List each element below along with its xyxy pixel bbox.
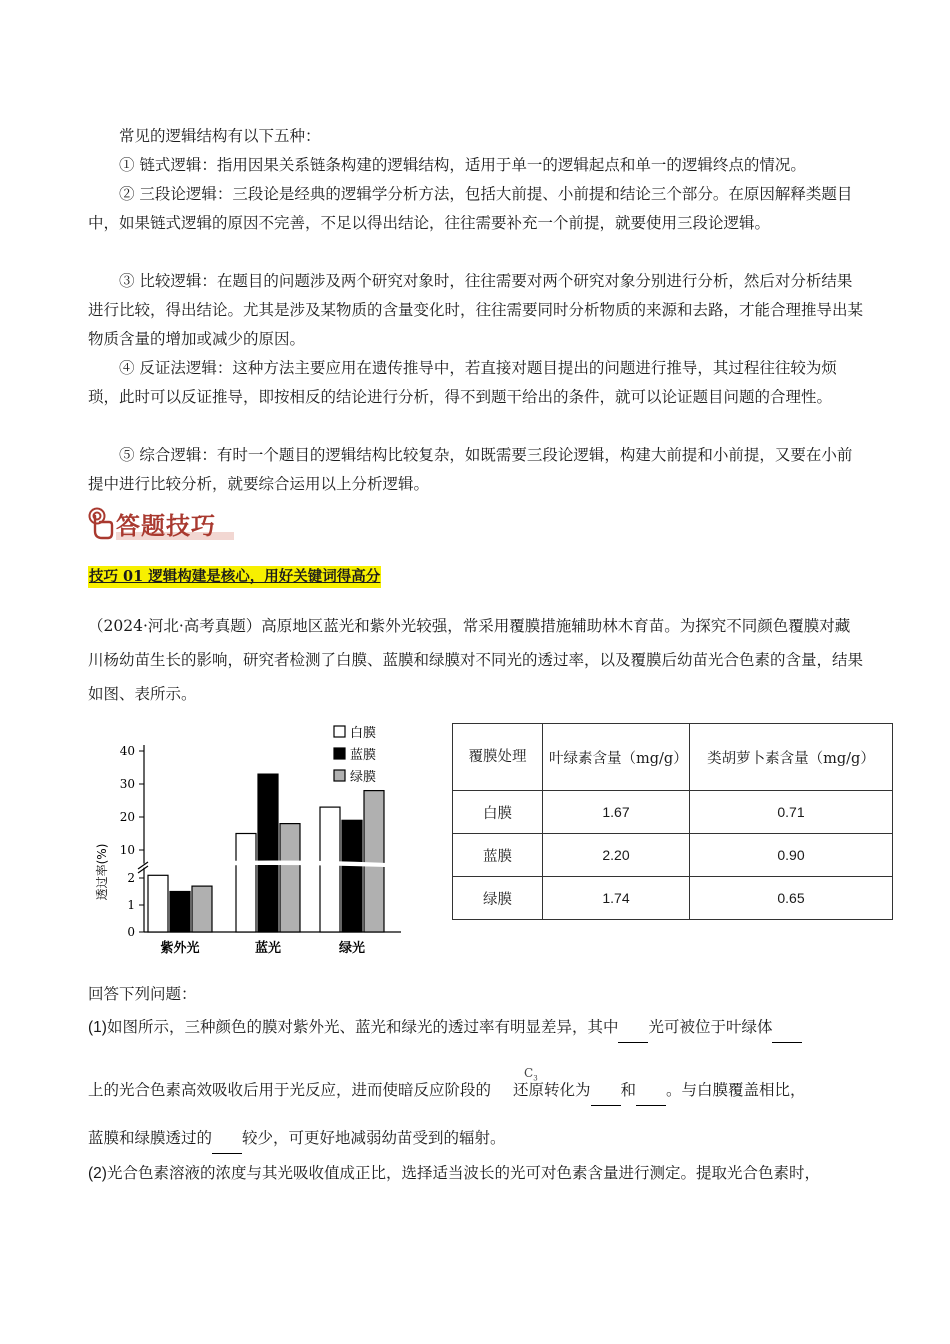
question-2: (2)光合色素溶液的浓度与其光吸收值成正比，选择适当波长的光可对色素含量进行测定。提取光合色素时， — [88, 1165, 820, 1182]
intro-line: 常见的逻辑结构有以下五种： — [119, 127, 321, 145]
bar — [280, 824, 300, 932]
legend-swatch — [334, 748, 345, 759]
table-row — [453, 791, 893, 834]
legend-label: 绿膜 — [350, 770, 377, 785]
table-cell: 0.90 — [690, 834, 893, 877]
table-header-cell: 覆膜处理 — [453, 724, 543, 791]
bar — [170, 892, 190, 933]
table-cell: 绿膜 — [453, 877, 543, 920]
tip-title: 技巧 01 逻辑构建是核心，用好关键词得高分 — [88, 566, 381, 588]
table-cell: 2.20 — [543, 834, 690, 877]
y-tick-label: 30 — [119, 777, 135, 791]
answer-blank[interactable] — [636, 1076, 666, 1106]
answer-blank[interactable] — [591, 1076, 621, 1106]
y-tick-label: 0 — [127, 925, 135, 939]
question-1-line-2: 上的光合色素高效吸收后用于光反应，进而使暗反应阶段的 还原转化为 和 。与白膜覆盖相比， — [88, 1076, 864, 1106]
bar — [192, 886, 212, 932]
table-cell: 白膜 — [453, 791, 543, 834]
bar — [364, 791, 384, 932]
logic-item-contradiction: ④ 反证法逻辑：这种方法主要应用在遗传推导中，若直接对题目提出的问题进行推导，其过程往往较为烦琐，此时可以反证推导，即按相反的结论进行分析，得不到题干给出的条件，就可以论证题目问题的合理性。 — [88, 359, 837, 406]
c3-formula: $C_3$ — [524, 1066, 538, 1083]
y-tick-label: 10 — [119, 843, 135, 857]
problem-statement: （2024·河北·高考真题）高原地区蓝光和紫外光较强，常采用覆膜措施辅助林木育苗。为探究不同颜色覆膜对藏川杨幼苗生长的影响，研究者检测了白膜、蓝膜和绿膜对不同光的透过率，以及覆膜后幼苗光合色素的含量，结果如图、表所示。 — [88, 617, 864, 703]
pointing-hand-icon — [86, 507, 114, 541]
y-axis-label: 透过率(%) — [95, 843, 109, 901]
section-header — [86, 505, 246, 543]
answer-blank[interactable] — [212, 1124, 242, 1154]
bar — [236, 834, 256, 933]
legend-label: 蓝膜 — [350, 748, 377, 763]
legend-label: 白膜 — [350, 726, 377, 741]
logic-item-chain: ① 链式逻辑：指用因果关系链条构建的逻辑结构，适用于单一的逻辑起点和单一的逻辑终点的情况。 — [119, 156, 806, 174]
x-tick-label: 绿光 — [338, 941, 366, 956]
section-title: 答题技巧 — [116, 512, 216, 540]
legend-swatch — [334, 726, 345, 737]
table-cell: 1.67 — [543, 791, 690, 834]
y-tick-label: 1 — [127, 898, 135, 912]
bar — [320, 807, 340, 932]
transmittance-chart — [86, 720, 416, 965]
table-row — [453, 834, 893, 877]
y-tick-label: 20 — [119, 810, 135, 824]
table-header-row — [453, 724, 893, 791]
answer-blank[interactable] — [772, 1013, 802, 1043]
answer-intro: 回答下列问题： — [88, 985, 197, 1003]
table-cell: 1.74 — [543, 877, 690, 920]
x-tick-label: 紫外光 — [160, 941, 200, 956]
question-1-line-3: 蓝膜和绿膜透过的 较少，可更好地减弱幼苗受到的辐射。 — [88, 1124, 864, 1154]
table-row — [453, 877, 893, 920]
table-header-cell: 类胡萝卜素含量（mg/g） — [690, 724, 893, 791]
bar — [258, 774, 278, 932]
bar — [342, 820, 362, 932]
pigment-table — [452, 723, 893, 920]
logic-item-comparison: ③ 比较逻辑：在题目的问题涉及两个研究对象时，往往需要对两个研究对象分别进行分析，然后对分析结果进行比较，得出结论。尤其是涉及某物质的含量变化时，往往需要同时分析物质的来源和去路，才能合理推导出某物质含量的增加或减少的原因。 — [88, 272, 864, 348]
y-tick-label: 2 — [127, 871, 135, 885]
table-cell: 蓝膜 — [453, 834, 543, 877]
legend-swatch — [334, 770, 345, 781]
logic-item-comprehensive: ⑤ 综合逻辑：有时一个题目的逻辑结构比较复杂，如既需要三段论逻辑，构建大前提和小前提，又要在小前提中进行比较分析，就要综合运用以上分析逻辑。 — [88, 446, 853, 493]
y-tick-label: 40 — [119, 744, 135, 758]
answer-blank[interactable] — [618, 1013, 648, 1043]
table-cell: 0.65 — [690, 877, 893, 920]
question-1-line-1: (1)如图所示，三种颜色的膜对紫外光、蓝光和绿光的透过率有明显差异，其中 光可被位于叶绿体 — [88, 1013, 864, 1043]
logic-item-syllogism: ② 三段论逻辑：三段论是经典的逻辑学分析方法，包括大前提、小前提和结论三个部分。在原因解释类题目中，如果链式逻辑的原因不完善，不足以得出结论，往往需要补充一个前提，就要使用三段论逻辑。 — [88, 185, 853, 232]
table-cell: 0.71 — [690, 791, 893, 834]
table-header-cell: 叶绿素含量（mg/g） — [543, 724, 690, 791]
bar — [148, 875, 168, 932]
x-tick-label: 蓝光 — [254, 941, 282, 956]
